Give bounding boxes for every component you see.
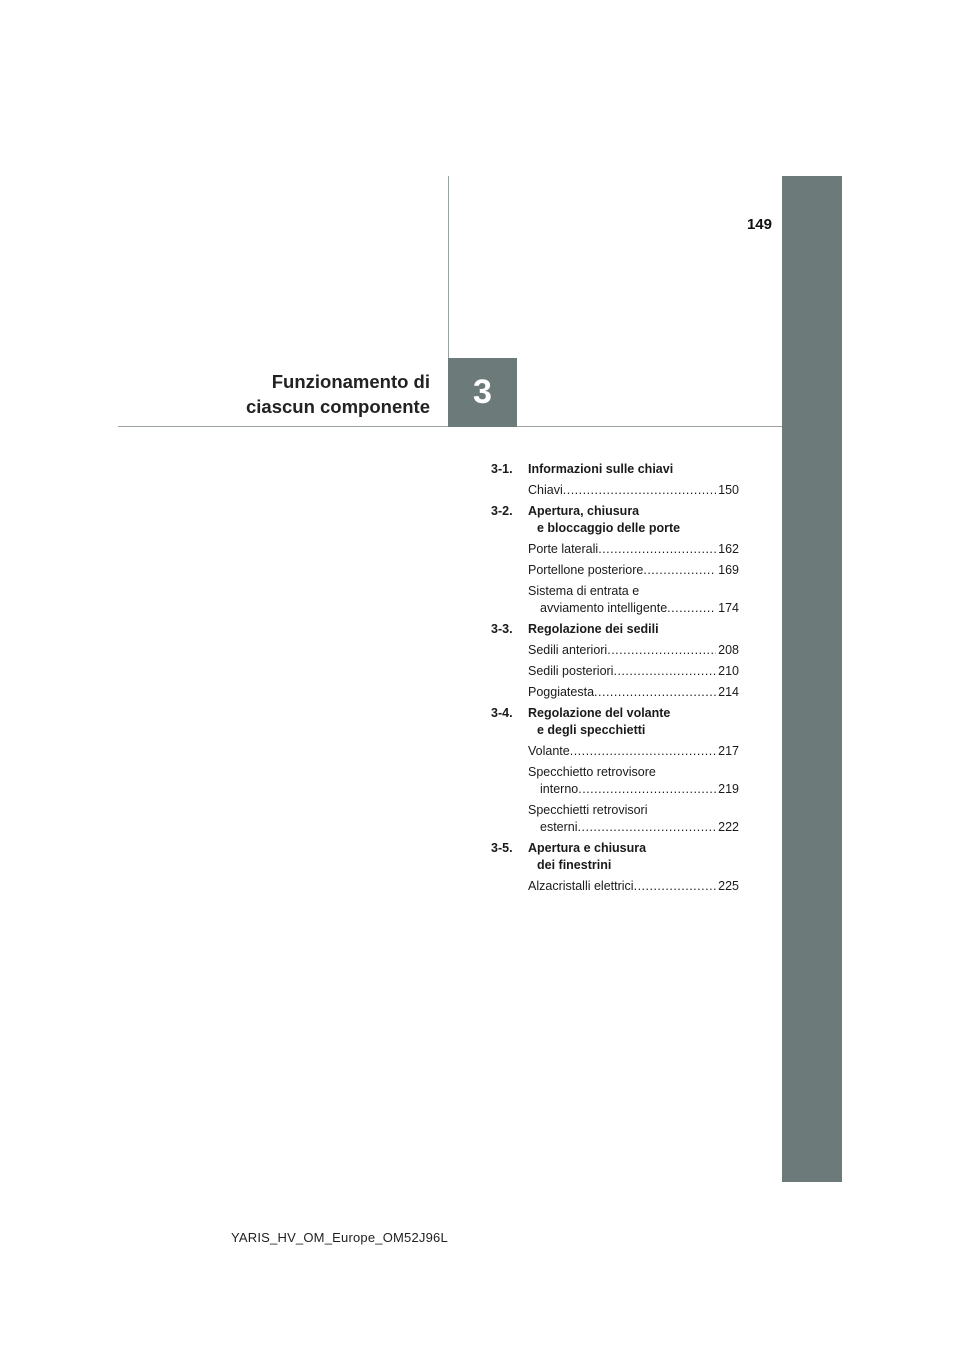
toc-section-title-line: Informazioni sulle chiavi <box>528 462 674 476</box>
toc-section-heading[interactable] <box>491 461 739 478</box>
toc-dot-leader <box>578 781 716 798</box>
toc-entry-label: Sistema di entrata e <box>528 584 640 598</box>
toc-entry-label: Alzacristalli elettrici <box>528 879 634 893</box>
toc-entry[interactable] <box>528 541 739 558</box>
toc-section-title <box>528 503 680 537</box>
toc-entry-label: interno <box>540 782 579 796</box>
toc-page-number: 222 <box>718 820 739 834</box>
toc-entry[interactable] <box>528 878 739 895</box>
toc-entry[interactable] <box>528 663 739 680</box>
toc-page-number: 214 <box>718 685 739 699</box>
document-footer: YARIS_HV_OM_Europe_OM52J96L <box>231 1230 448 1245</box>
toc-section-title-line: Apertura e chiusura <box>528 841 647 855</box>
toc-section-title-line: Apertura, chiusura <box>528 504 640 518</box>
toc-dot-leader <box>594 684 716 701</box>
chapter-side-tab <box>782 176 842 1182</box>
toc-section-heading[interactable] <box>491 705 739 739</box>
toc-section-title <box>528 621 659 638</box>
toc-page-number: 208 <box>718 643 739 657</box>
toc-section-title <box>528 461 673 478</box>
toc-entry-label: Volante <box>528 744 570 758</box>
toc-page-number: 217 <box>718 744 739 758</box>
toc-page-number: 219 <box>718 782 739 796</box>
toc-dot-leader <box>667 600 716 617</box>
toc-page-number: 174 <box>718 601 739 615</box>
toc-section-title-line: e bloccaggio delle porte <box>537 521 681 535</box>
toc-section-title-line: dei finestrini <box>537 858 612 872</box>
toc-section-number: 3-1. <box>491 462 513 476</box>
toc-dot-leader <box>634 878 717 895</box>
toc-entry-label: Poggiatesta <box>528 685 595 699</box>
toc-section-heading[interactable] <box>491 503 739 537</box>
toc-entry[interactable] <box>528 802 739 836</box>
toc-section-title-line: e degli specchietti <box>537 723 646 737</box>
toc-section-number: 3-4. <box>491 706 513 720</box>
toc-dot-leader <box>643 562 716 579</box>
toc-entry-label: Chiavi <box>528 483 563 497</box>
toc-entry-label: esterni <box>540 820 578 834</box>
toc-section-heading[interactable] <box>491 840 739 874</box>
chapter-title <box>246 369 430 419</box>
toc-page-number: 150 <box>718 483 739 497</box>
toc-entry[interactable] <box>528 684 739 701</box>
toc-entry[interactable] <box>528 743 739 760</box>
toc-section-number: 3-2. <box>491 504 513 518</box>
toc-entry[interactable] <box>528 642 739 659</box>
toc-section-number: 3-5. <box>491 841 513 855</box>
table-of-contents <box>491 461 739 899</box>
toc-dot-leader <box>598 541 716 558</box>
toc-entry-label: Portellone posteriore <box>528 563 644 577</box>
vertical-divider <box>448 176 449 358</box>
toc-section-title <box>528 840 646 874</box>
toc-section-title-line: Regolazione del volante <box>528 706 671 720</box>
toc-dot-leader <box>613 663 716 680</box>
toc-page-number: 162 <box>718 542 739 556</box>
chapter-number: 3 <box>473 373 492 411</box>
chapter-title-line: ciascun componente <box>245 396 430 417</box>
toc-entry[interactable] <box>528 583 739 617</box>
toc-entry[interactable] <box>528 764 739 798</box>
toc-entry-label: Specchietto retrovisore <box>528 765 656 779</box>
toc-entry[interactable] <box>528 482 739 499</box>
toc-entry[interactable] <box>528 562 739 579</box>
toc-section-heading[interactable] <box>491 621 739 638</box>
toc-dot-leader <box>563 482 716 499</box>
toc-entry-label: Sedili anteriori <box>528 643 608 657</box>
toc-entry-label: avviamento intelligente <box>540 601 668 615</box>
toc-entry-label: Specchietti retrovisori <box>528 803 648 817</box>
chapter-number-box <box>448 358 517 427</box>
toc-entry-label: Sedili posteriori <box>528 664 614 678</box>
toc-dot-leader <box>570 743 716 760</box>
toc-dot-leader <box>578 819 717 836</box>
toc-section-title <box>528 705 670 739</box>
toc-section-title-line: Regolazione dei sedili <box>528 622 659 636</box>
toc-page-number: 169 <box>718 563 739 577</box>
toc-page-number: 225 <box>718 879 739 893</box>
page-number: 149 <box>746 216 772 233</box>
toc-section-number: 3-3. <box>491 622 513 636</box>
chapter-title-line: Funzionamento di <box>271 371 430 392</box>
toc-page-number: 210 <box>718 664 739 678</box>
toc-dot-leader <box>607 642 716 659</box>
toc-entry-label: Porte laterali <box>528 542 599 556</box>
